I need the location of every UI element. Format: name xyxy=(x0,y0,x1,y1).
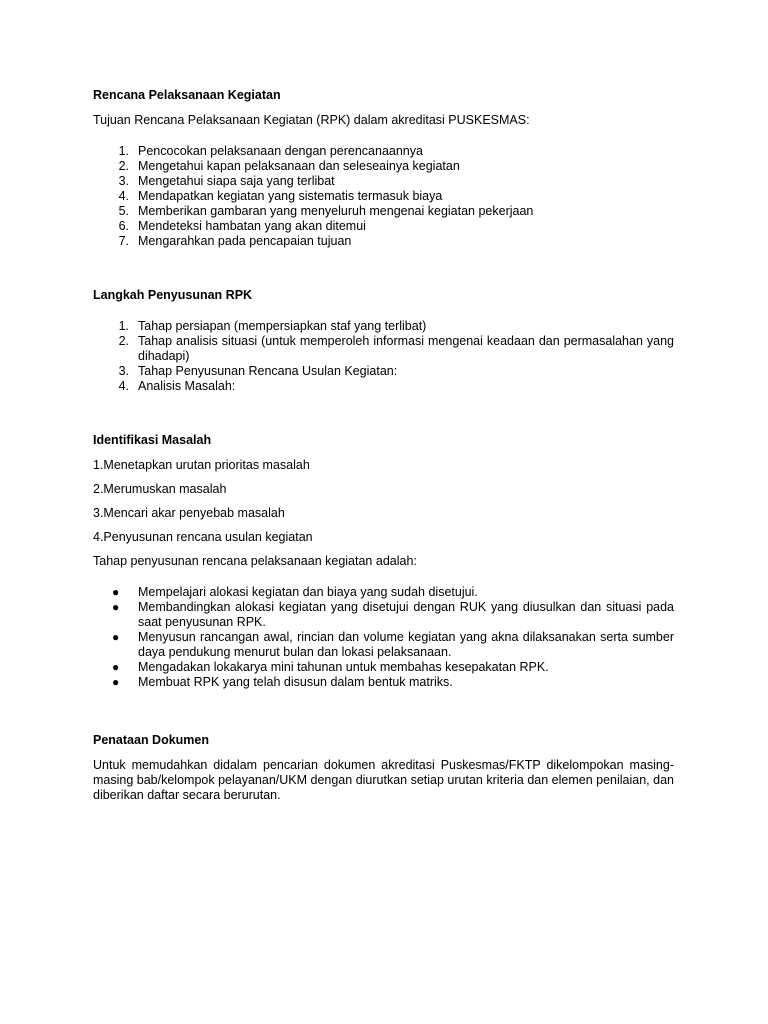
step-line: 2.Merumuskan masalah xyxy=(93,482,227,496)
list-item: 2. Tahap analisis situasi (untuk memperoleh informasi mengenai keadaan dan permasalahan yang dihadapi) xyxy=(118,334,674,363)
section-title: Langkah Penyusunan RPK xyxy=(93,288,253,302)
bullet-icon: ● xyxy=(112,630,120,644)
list-item: ● Mengadakan lokakarya mini tahunan untuk membahas kesepakatan RPK. xyxy=(93,660,674,675)
list-item: ● Membuat RPK yang telah disusun dalam bentuk matriks. xyxy=(93,675,674,690)
list-item: 3. Tahap Penyusunan Rencana Usulan Kegiatan: xyxy=(118,364,398,378)
list-item: ● Mempelajari alokasi kegiatan dan biaya yang sudah disetujui. xyxy=(93,585,674,600)
bullet-icon: ● xyxy=(112,675,120,689)
list-item: 6. Mendeteksi hambatan yang akan ditemui xyxy=(118,219,366,233)
section-identifikasi-masalah xyxy=(93,433,674,690)
section-langkah-penyusunan xyxy=(93,288,674,394)
list-item: 4. Mendapatkan kegiatan yang sistematis termasuk biaya xyxy=(118,189,443,203)
list-item: 2. Mengetahui kapan pelaksanaan dan seleseainya kegiatan xyxy=(118,159,460,173)
list-item: ● Menyusun rancangan awal, rincian dan volume kegiatan yang akna dilaksanakan serta sumber daya pendukung menurut bulan dan lokasi pelaksanaan. xyxy=(93,630,674,660)
bullet-icon: ● xyxy=(112,585,120,599)
bullet-icon: ● xyxy=(112,660,120,674)
list-item: 5. Memberikan gambaran yang menyeluruh mengenai kegiatan pekerjaan xyxy=(118,204,534,218)
step-line: 4.Penyusunan rencana usulan kegiatan xyxy=(93,530,313,544)
section-title: Identifikasi Masalah xyxy=(93,433,212,447)
list-item: 1. Tahap persiapan (mempersiapkan staf yang terlibat) xyxy=(118,319,427,333)
bullet-icon: ● xyxy=(112,600,120,614)
section-intro: Tujuan Rencana Pelaksanaan Kegiatan (RPK) dalam akreditasi PUSKESMAS: xyxy=(93,113,530,127)
section-body: Untuk memudahkan didalam pencarian dokumen akreditasi Puskesmas/FKTP dikelompokan masing- masing bab/kelompok pelayanan/UKM dengan diurutkan setiap urutan kriteria dan elemen penilaian, dan diberikan daftar secara berurutan. xyxy=(93,758,674,802)
list-item: 7. Mengarahkan pada pencapaian tujuan xyxy=(118,234,352,248)
section-title: Penataan Dokumen xyxy=(93,733,210,747)
bullet-list xyxy=(93,585,674,690)
bullets-intro: Tahap penyusunan rencana pelaksanaan kegiatan adalah: xyxy=(93,554,417,568)
list-item: 3. Mengetahui siapa saja yang terlibat xyxy=(118,174,335,188)
step-line: 1.Menetapkan urutan prioritas masalah xyxy=(93,458,310,472)
section-penataan-dokumen xyxy=(93,733,674,812)
numbered-list xyxy=(93,144,674,249)
step-line: 3.Mencari akar penyebab masalah xyxy=(93,506,285,520)
section-title: Rencana Pelaksanaan Kegiatan xyxy=(93,88,281,102)
list-item: 4. Analisis Masalah: xyxy=(118,379,236,393)
list-item: 1. Pencocokan pelaksanaan dengan perencanaannya xyxy=(118,144,423,158)
list-item: ● Membandingkan alokasi kegiatan yang disetujui dengan RUK yang diusulkan dan situasi pada saat penyusunan RPK. xyxy=(93,600,674,630)
section-rencana-pelaksanaan xyxy=(93,88,674,249)
numbered-list xyxy=(93,319,674,394)
